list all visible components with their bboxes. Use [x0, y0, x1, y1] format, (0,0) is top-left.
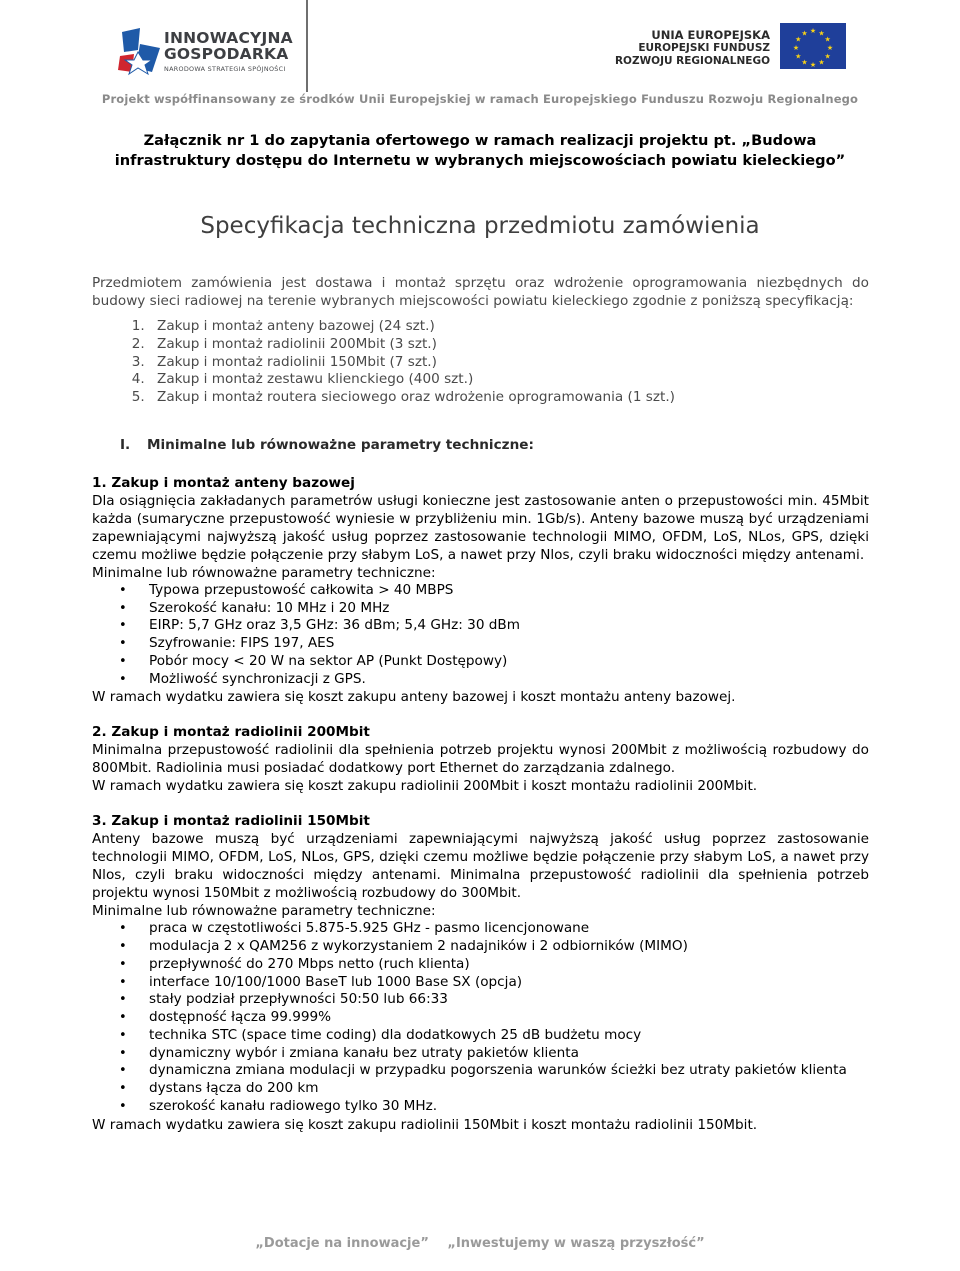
- subsection-1-params-label: Minimalne lub równoważne parametry techniczne:: [92, 564, 436, 581]
- order-items-list: [92, 318, 869, 407]
- list-item: • praca w częstotliwości 5.875-5.925 GHz - pasmo licencjonowane: [149, 920, 869, 938]
- list-item: 5. Zakup i montaż routera sieciowego oraz wdrożenie oprogramowania (1 szt.): [149, 389, 869, 407]
- footer-slogans: [0, 1236, 960, 1251]
- eu-line-2: EUROPEJSKI FUNDUSZ: [638, 42, 770, 54]
- list-item: • Typowa przepustowość całkowita > 40 MBPS: [149, 582, 869, 600]
- header-divider: [306, 0, 308, 92]
- svg-text:★: ★: [824, 52, 831, 61]
- footer-slogan-left: „Dotacje na innowacje”: [255, 1236, 429, 1251]
- svg-text:★: ★: [818, 29, 825, 38]
- page-title: Specyfikacja techniczna przedmiotu zamówienia: [200, 213, 760, 239]
- cofinancing-note: Projekt współfinansowany ze środków Unii Europejskiej w ramach Europejskiego Funduszu Rozwoju Regionalnego: [101, 92, 859, 106]
- footer-slogan-right: „Inwestujemy w waszą przyszłość”: [447, 1236, 705, 1251]
- subsection-3-params-label: Minimalne lub równoważne parametry techniczne:: [92, 903, 436, 920]
- list-item: • Pobór mocy < 20 W na sektor AP (Punkt Dostępowy): [149, 653, 869, 671]
- subsection-1-title: 1. Zakup i montaż anteny bazowej: [92, 474, 355, 491]
- list-item: • EIRP: 5,7 GHz oraz 3,5 GHz: 36 dBm; 5,4 GHz: 30 dBm: [149, 617, 869, 635]
- list-item: • dynamiczna zmiana modulacji w przypadku pogorszenia warunków ścieżki bez utraty pakietów klienta: [149, 1062, 869, 1080]
- subsection-3-cost: W ramach wydatku zawiera się koszt zakupu radiolinii 150Mbit i koszt montażu radiolinii 150Mbit.: [92, 1116, 758, 1133]
- list-item: • przepływność do 270 Mbps netto (ruch klienta): [149, 956, 869, 974]
- list-item: • Szerokość kanału: 10 MHz i 20 MHz: [149, 600, 869, 618]
- list-item: • Możliwość synchronizacji z GPS.: [149, 671, 869, 689]
- svg-text:★: ★: [795, 52, 802, 61]
- annex-heading: Załącznik nr 1 do zapytania ofertowego w ramach realizacji projektu pt. „Budowa infrastruktury dostępu do Internetu w wybranych miejscowościach powiatu kieleckiego”: [114, 132, 846, 169]
- section-number: I.: [120, 436, 131, 453]
- eu-line-3: ROZWOJU REGIONALNEGO: [614, 54, 770, 67]
- svg-text:★: ★: [795, 35, 802, 44]
- list-item: • interface 10/100/1000 BaseT lub 1000 Base SX (opcja): [149, 974, 869, 992]
- subsection-2-cost: W ramach wydatku zawiera się koszt zakupu radiolinii 200Mbit i koszt montażu radiolinii 200Mbit.: [92, 778, 758, 795]
- list-item: 4. Zakup i montaż zestawu klienckiego (400 szt.): [149, 371, 869, 389]
- intro-paragraph: Przedmiotem zamówienia jest dostawa i montaż sprzętu oraz wdrożenie oprogramowania niezbędnych do budowy sieci radiowej na terenie wybranych miejscowości powiatu kieleckiego zgodnie z poniższą specyfikacją:: [92, 275, 869, 309]
- svg-text:★: ★: [792, 44, 800, 52]
- list-item: 2. Zakup i montaż radiolinii 200Mbit (3 szt.): [149, 336, 869, 354]
- list-item: • szerokość kanału radiowego tylko 30 MHz.: [149, 1098, 869, 1116]
- list-item: 1. Zakup i montaż anteny bazowej (24 szt.): [149, 318, 869, 336]
- eu-line-1: UNIA EUROPEJSKA: [651, 28, 770, 42]
- list-item: • dystans łącza do 200 km: [149, 1080, 869, 1098]
- list-item: • modulacja 2 x QAM256 z wykorzystaniem 2 nadajników i 2 odbiorników (MIMO): [149, 938, 869, 956]
- svg-text:★: ★: [826, 44, 834, 52]
- subsection-1-params: [92, 582, 869, 689]
- svg-text:★: ★: [809, 27, 817, 35]
- list-item: • technika STC (space time coding) dla dodatkowych 25 dB budżetu mocy: [149, 1027, 869, 1045]
- svg-text:★: ★: [801, 29, 808, 38]
- innovation-star-icon: [118, 22, 164, 76]
- section-title: Minimalne lub równoważne parametry techniczne:: [147, 436, 534, 453]
- subsection-2-title: 2. Zakup i montaż radiolinii 200Mbit: [92, 724, 370, 741]
- subsection-1-cost: W ramach wydatku zawiera się koszt zakupu anteny bazowej i koszt montażu anteny bazowej.: [92, 689, 736, 706]
- list-item: 3. Zakup i montaż radiolinii 150Mbit (7 szt.): [149, 354, 869, 372]
- svg-text:★: ★: [801, 58, 808, 67]
- section-heading: [92, 436, 869, 454]
- subsection-3-params: [92, 920, 869, 1115]
- innowacyjna-gospodarka-logo: [118, 18, 318, 80]
- logo-line-1: INNOWACYJNA: [164, 29, 293, 47]
- subsection-3-text: Anteny bazowe muszą być urządzeniami zapewniającymi najwyższą jakość usług poprzez zastosowanie technologii MIMO, OFDM, LoS, NLos, GPS, dzięki czemu możliwe będzie połączenie przy słabym LoS, a nawet przy Nlos, czyli braku widoczności między antenami. Minimalna przepustowość radiolinii dla spełnienia potrzeb projektu wynosi 150Mbit z możliwością rozbudowy do 300Mbit.: [92, 831, 869, 902]
- svg-text:★: ★: [818, 58, 825, 67]
- logo-line-2: GOSPODARKA: [164, 45, 289, 63]
- list-item: • dostępność łącza 99.999%: [149, 1009, 869, 1027]
- svg-text:★: ★: [809, 61, 817, 69]
- eu-logo-text: [610, 28, 770, 67]
- list-item: • Szyfrowanie: FIPS 197, AES: [149, 635, 869, 653]
- list-item: • stały podział przepływności 50:50 lub 66:33: [149, 991, 869, 1009]
- subsection-1-text: Dla osiągnięcia zakładanych parametrów usługi konieczne jest zastosowanie anten o przepustowości min. 45Mbit każda (sumaryczne przepustowość wyniesie w przybliżeniu min. 1Gb/s). Anteny bazowe muszą być urządzeniami zapewniającymi najwyższą jakość usług poprzez zastosowanie technologii MIMO, OFDM, LoS, NLos, GPS, dzięki czemu możliwe będzie połączenie przy słabym LoS, a nawet przy Nlos, czyli braku widoczności między antenami.: [92, 492, 869, 563]
- list-item: • dynamiczny wybór i zmiana kanału bez utraty pakietów klienta: [149, 1045, 869, 1063]
- eu-flag-icon: [780, 23, 846, 69]
- subsection-3-title: 3. Zakup i montaż radiolinii 150Mbit: [92, 813, 370, 830]
- document-body: [92, 274, 869, 1134]
- logo-line-3: NARODOWA STRATEGIA SPÓJNOŚCI: [164, 65, 286, 73]
- subsection-2-text: Minimalna przepustowość radiolinii dla spełnienia potrzeb projektu wynosi 200Mbit z możliwością rozbudowy do 800Mbit. Radiolinia musi posiadać dodatkowy port Ethernet do zarządzania zdalnego.: [92, 742, 869, 777]
- svg-text:★: ★: [824, 35, 831, 44]
